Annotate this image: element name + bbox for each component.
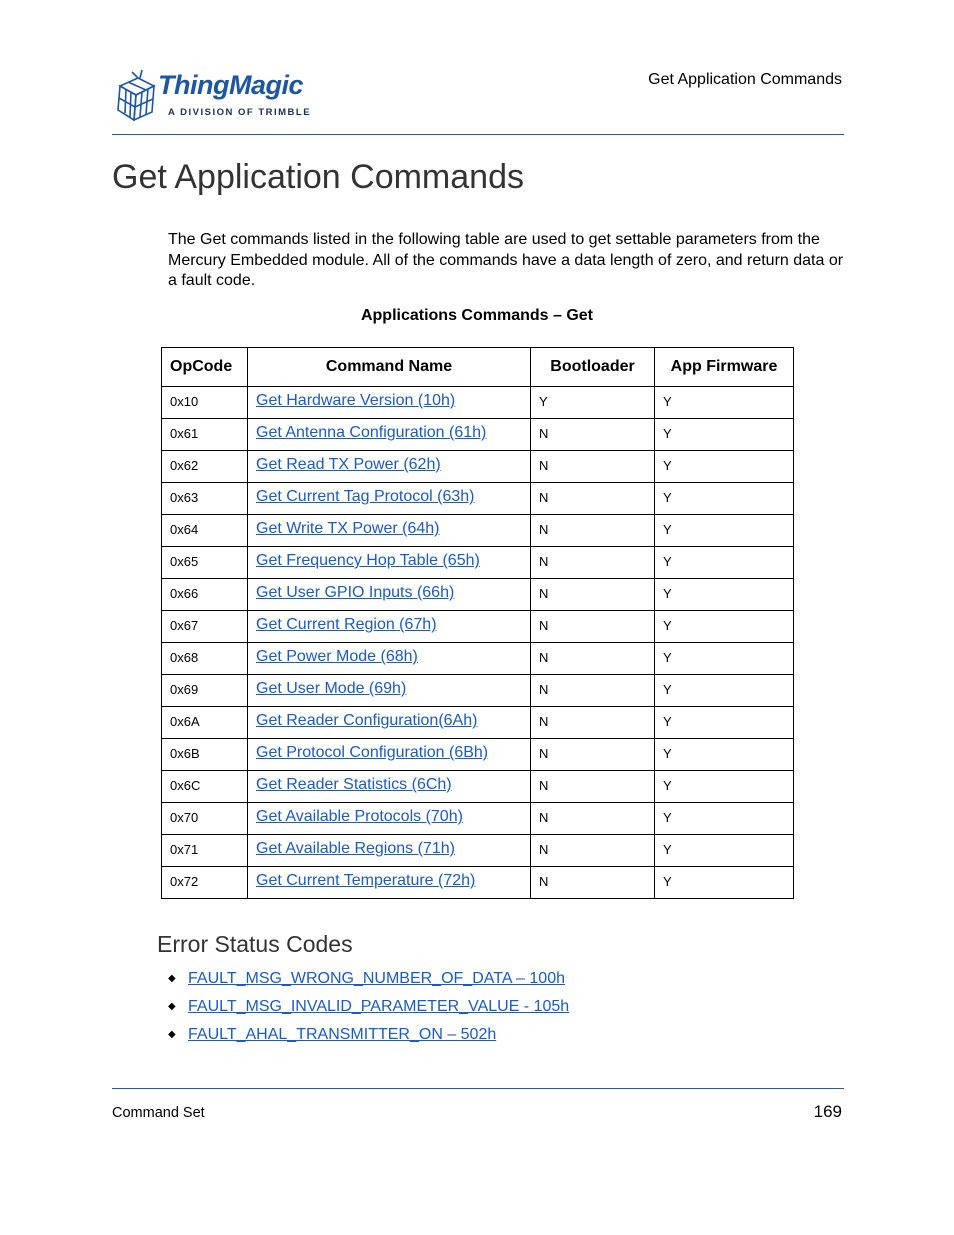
app-firmware-cell: Y [655,803,794,835]
list-item [168,970,569,998]
opcode-cell: 0x61 [162,419,248,451]
table-row [162,419,794,451]
diamond-bullet-icon: ◆ [168,1029,176,1040]
bootloader-cell: N [531,739,655,771]
opcode-cell: 0x62 [162,451,248,483]
bootloader-cell: N [531,707,655,739]
bootloader-cell: N [531,451,655,483]
thingmagic-cube-icon [112,68,158,124]
app-firmware-cell: Y [655,419,794,451]
command-link[interactable]: Get Current Tag Protocol (63h) [256,488,475,505]
command-name-cell [248,451,531,483]
command-name-cell [248,611,531,643]
command-link[interactable]: Get Power Mode (68h) [256,648,418,665]
command-name-cell [248,803,531,835]
app-firmware-cell: Y [655,387,794,419]
command-link[interactable]: Get Hardware Version (10h) [256,392,456,409]
error-codes-list [168,970,569,1054]
opcode-cell: 0x68 [162,643,248,675]
opcode-cell: 0x65 [162,547,248,579]
table-row [162,739,794,771]
command-link[interactable]: Get User GPIO Inputs (66h) [256,584,455,601]
command-link[interactable]: Get Frequency Hop Table (65h) [256,552,480,569]
bootloader-cell: N [531,515,655,547]
opcode-cell: 0x6B [162,739,248,771]
header-rule [112,134,844,135]
table-row [162,611,794,643]
opcode-cell: 0x64 [162,515,248,547]
bootloader-cell: N [531,771,655,803]
table-row [162,515,794,547]
app-firmware-cell: Y [655,867,794,899]
app-firmware-cell: Y [655,451,794,483]
table-row [162,835,794,867]
command-link[interactable]: Get Current Temperature (72h) [256,872,476,889]
intro-paragraph: The Get commands listed in the following table are used to get settable parameters from the Mercury Embedded module. All of the commands have a data length of zero, and return data or a fault code. [168,231,844,289]
logo-tagline: A DIVISION OF TRIMBLE [168,107,312,118]
opcode-cell: 0x69 [162,675,248,707]
error-status-heading: Error Status Codes [157,931,353,957]
app-firmware-cell: Y [655,835,794,867]
header-command-name: Command Name [248,348,531,387]
table-row [162,483,794,515]
command-link[interactable]: Get Current Region (67h) [256,616,437,633]
bootloader-cell: N [531,675,655,707]
header-app-firmware: App Firmware [655,348,794,387]
opcode-cell: 0x70 [162,803,248,835]
table-row [162,547,794,579]
app-firmware-cell: Y [655,483,794,515]
command-name-cell [248,835,531,867]
opcode-cell: 0x66 [162,579,248,611]
error-code-link[interactable]: FAULT_AHAL_TRANSMITTER_ON – 502h [188,1026,497,1043]
bootloader-cell: Y [531,387,655,419]
command-link[interactable]: Get Available Protocols (70h) [256,808,463,825]
table-row [162,867,794,899]
opcode-cell: 0x6A [162,707,248,739]
bootloader-cell: N [531,483,655,515]
bootloader-cell: N [531,867,655,899]
command-name-cell [248,483,531,515]
thingmagic-logo [112,68,312,124]
table-row [162,675,794,707]
app-firmware-cell: Y [655,515,794,547]
app-firmware-cell: Y [655,739,794,771]
command-name-cell [248,387,531,419]
app-firmware-cell: Y [655,675,794,707]
table-row [162,387,794,419]
app-firmware-cell: Y [655,771,794,803]
header-opcode: OpCode [162,348,248,387]
table-row [162,579,794,611]
app-firmware-cell: Y [655,611,794,643]
bootloader-cell: N [531,419,655,451]
app-firmware-cell: Y [655,547,794,579]
footer-section-name: Command Set [112,1105,205,1121]
bootloader-cell: N [531,579,655,611]
bootloader-cell: N [531,547,655,579]
command-name-cell [248,771,531,803]
diamond-bullet-icon: ◆ [168,973,176,984]
command-link[interactable]: Get Available Regions (71h) [256,840,455,857]
command-link[interactable]: Get Antenna Configuration (61h) [256,424,487,441]
command-name-cell [248,419,531,451]
header-bootloader: Bootloader [531,348,655,387]
page-number: 169 [813,1102,842,1121]
command-name-cell [248,643,531,675]
command-name-cell [248,547,531,579]
table-row [162,643,794,675]
app-firmware-cell: Y [655,643,794,675]
app-firmware-cell: Y [655,707,794,739]
page-title: Get Application Commands [112,158,524,196]
command-name-cell [248,739,531,771]
opcode-cell: 0x10 [162,387,248,419]
commands-table [161,347,794,899]
command-link[interactable]: Get Read TX Power (62h) [256,456,441,473]
command-link[interactable]: Get Reader Configuration(6Ah) [256,712,478,729]
error-code-link[interactable]: FAULT_MSG_INVALID_PARAMETER_VALUE - 105h [188,998,570,1015]
table-caption: Applications Commands – Get [360,307,594,324]
bootloader-cell: N [531,643,655,675]
command-name-cell [248,707,531,739]
opcode-cell: 0x63 [162,483,248,515]
table-row [162,803,794,835]
opcode-cell: 0x72 [162,867,248,899]
table-header-row [162,348,794,387]
opcode-cell: 0x6C [162,771,248,803]
command-link[interactable]: Get User Mode (69h) [256,680,407,697]
bootloader-cell: N [531,835,655,867]
opcode-cell: 0x67 [162,611,248,643]
command-name-cell [248,579,531,611]
command-name-cell [248,867,531,899]
command-link[interactable]: Get Write TX Power (64h) [256,520,440,537]
command-link[interactable]: Get Protocol Configuration (6Bh) [256,744,489,761]
diamond-bullet-icon: ◆ [168,1001,176,1012]
footer-rule [112,1088,844,1089]
bootloader-cell: N [531,611,655,643]
command-name-cell [248,675,531,707]
bootloader-cell: N [531,803,655,835]
app-firmware-cell: Y [655,579,794,611]
table-row [162,771,794,803]
list-item [168,1026,569,1054]
table-row [162,707,794,739]
opcode-cell: 0x71 [162,835,248,867]
table-row [162,451,794,483]
running-header-title: Get Application Commands [648,71,842,88]
command-name-cell [248,515,531,547]
error-code-link[interactable]: FAULT_MSG_WRONG_NUMBER_OF_DATA – 100h [188,970,565,987]
command-link[interactable]: Get Reader Statistics (6Ch) [256,776,452,793]
list-item [168,998,569,1026]
logo-wordmark: ThingMagic [158,70,303,100]
